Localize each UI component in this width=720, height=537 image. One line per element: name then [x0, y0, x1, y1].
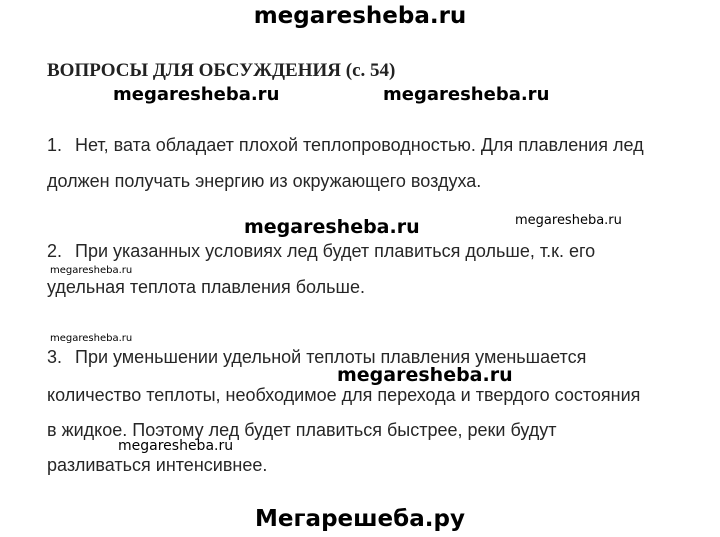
- section-heading: ВОПРОСЫ ДЛЯ ОБСУЖДЕНИЯ (с. 54): [47, 60, 396, 81]
- answer-3-line-3: в жидкое. Поэтому лед будет плавиться быстрее, реки будут: [47, 420, 557, 440]
- answer-1-line-1: [47, 136, 644, 154]
- answer-number: 3.: [47, 347, 63, 367]
- answer-2-line-1: [47, 242, 595, 260]
- answer-3-line-2: количество теплоты, необходимое для перехода и твердого состояния: [47, 385, 641, 405]
- answer-2-line-2: удельная теплота плавления больше.: [47, 277, 365, 297]
- watermark: megaresheba.ru: [383, 84, 550, 105]
- site-watermark-top: megaresheba.ru: [253, 3, 467, 29]
- watermark: megaresheba.ru: [118, 438, 234, 454]
- answer-text: При уменьшении удельной теплоты плавления уменьшается: [75, 347, 587, 367]
- answer-1-line-2: должен получать энергию из окружающего воздуха.: [47, 171, 482, 191]
- answer-number: 1.: [47, 135, 63, 155]
- watermark: megaresheba.ru: [50, 333, 133, 344]
- answer-text: Нет, вата обладает плохой теплопроводностью. Для плавления лед: [75, 135, 644, 155]
- watermark: megaresheba.ru: [113, 84, 280, 105]
- answer-number: 2.: [47, 241, 63, 261]
- answer-3-line-4: разливаться интенсивнее.: [47, 455, 268, 475]
- site-watermark-bottom: Мегарешеба.ру: [255, 506, 465, 532]
- watermark: megaresheba.ru: [337, 364, 513, 386]
- watermark: megaresheba.ru: [515, 213, 622, 228]
- watermark: megaresheba.ru: [244, 216, 420, 238]
- answer-text: При указанных условиях лед будет плавиться дольше, т.к. его: [75, 241, 596, 261]
- watermark: megaresheba.ru: [50, 265, 133, 276]
